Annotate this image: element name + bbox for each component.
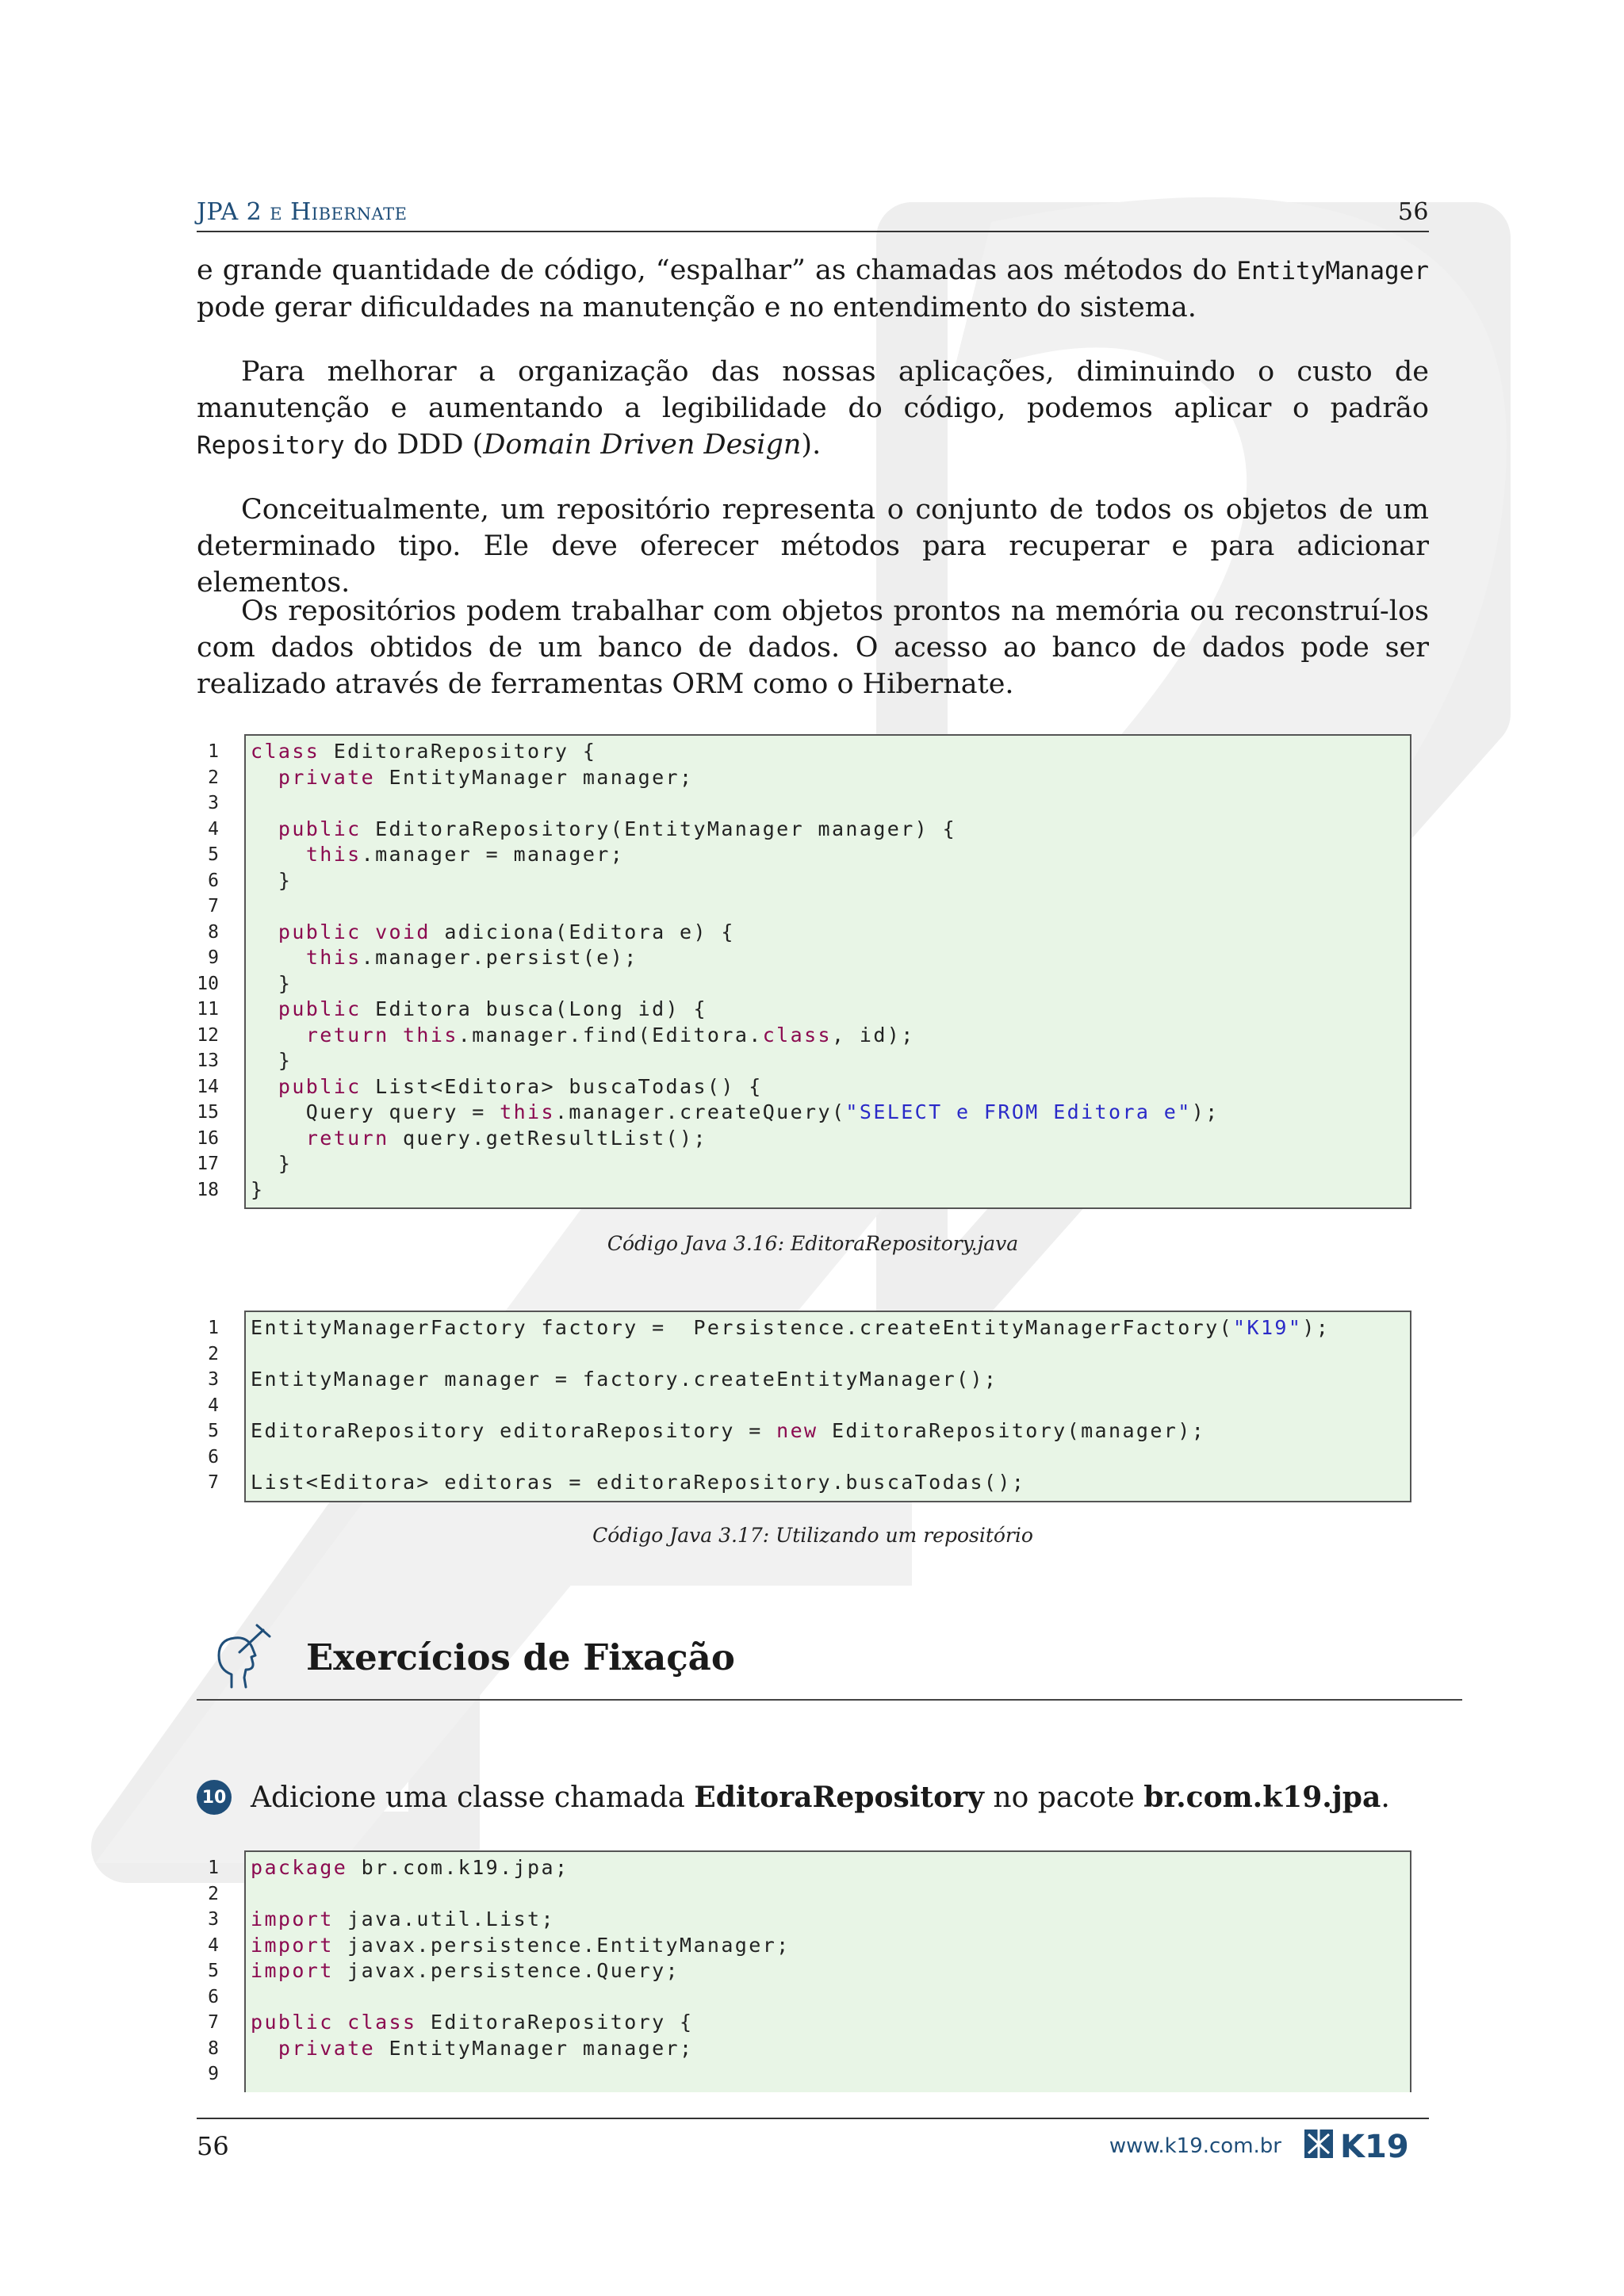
line-number: 11 — [197, 999, 219, 1020]
code-line — [244, 868, 292, 894]
code-text: } — [251, 1049, 293, 1072]
paragraph-2 — [197, 354, 1429, 464]
exercise-text — [251, 1781, 1390, 1814]
line-number: 10 — [197, 973, 219, 994]
paragraph-1 — [197, 252, 1429, 326]
code-text: Query query = — [251, 1100, 500, 1123]
line-number: 12 — [197, 1024, 219, 1046]
code-text: EntityManager manager = factory.createEntityManager(); — [251, 1368, 998, 1391]
code-text: EditoraRepository editoraRepository = — [251, 1419, 777, 1442]
line-number: 9 — [208, 947, 219, 969]
code-row — [190, 2036, 1411, 2062]
code-keyword: new — [776, 1419, 818, 1442]
code-text: EntityManagerFactory factory = Persistence.createEntityManagerFactory( — [251, 1316, 1234, 1339]
code-text: .manager.persist(e); — [361, 946, 638, 969]
code-keyword: this — [500, 1100, 555, 1123]
code-keyword: public — [278, 920, 362, 943]
code-text: , id); — [832, 1023, 915, 1047]
code-string: "K19" — [1233, 1316, 1303, 1339]
code-line — [244, 842, 624, 868]
code-row — [190, 1984, 1411, 2011]
code-keyword: return — [305, 1023, 389, 1047]
code-text: EntityManager manager; — [375, 765, 694, 789]
line-number: 6 — [208, 870, 219, 891]
header-title: JPA 2 e Hibernate — [197, 198, 408, 226]
p2-code-repository: Repository — [197, 431, 345, 460]
line-number: 4 — [208, 1934, 219, 1956]
code-text — [251, 946, 306, 969]
code-string: "SELECT e FROM Editora e" — [845, 1100, 1192, 1123]
code-keyword: class — [251, 740, 320, 763]
code-row — [190, 1958, 1411, 1984]
line-number: 14 — [197, 1076, 219, 1097]
code-keyword: private — [278, 2036, 376, 2060]
code-line — [244, 1958, 680, 1984]
footer-page-number: 56 — [197, 2131, 229, 2161]
line-number: 1 — [208, 1318, 219, 1339]
code-listing-using-repository — [190, 1311, 1411, 1496]
code-line — [244, 1393, 251, 1419]
exercise-text-mid: no pacote — [983, 1781, 1144, 1814]
code-text: List<Editora> editoras = editoraRepository.buscaTodas(); — [251, 1471, 1026, 1494]
code-line — [244, 1023, 915, 1049]
code-keyword: class — [347, 2011, 417, 2034]
paragraph-3: Conceitualmente, um repositório representa o conjunto de todos os objetos de um determinado tipo. Ele deve oferecer métodos para recuperar e para adicionar elementos. — [197, 494, 1429, 599]
code-line — [244, 1341, 251, 1368]
code-line — [244, 790, 251, 817]
code-keyword: this — [305, 946, 362, 969]
code-text: } — [251, 971, 293, 995]
code-text: ); — [1302, 1316, 1331, 1339]
code-text: ); — [1191, 1100, 1220, 1123]
code-row — [190, 1074, 1411, 1100]
code-line — [244, 817, 956, 843]
code-text — [334, 2011, 347, 2034]
code-keyword: class — [762, 1023, 832, 1047]
code-text: .manager.find(Editora. — [458, 1023, 763, 1047]
code-text: } — [251, 868, 293, 892]
code-row — [190, 868, 1411, 894]
code-text — [251, 2037, 278, 2060]
code-text: Editora busca(Long id) { — [361, 997, 707, 1020]
code-text — [389, 1024, 403, 1047]
code-line — [244, 2061, 251, 2087]
code-keyword: public — [251, 2011, 334, 2034]
code-lines — [190, 1850, 1411, 2087]
footer-url[interactable]: www.k19.com.br — [1109, 2134, 1281, 2158]
code-lines — [190, 1311, 1411, 1496]
code-row — [190, 997, 1411, 1023]
line-number: 3 — [208, 1909, 219, 1931]
p2-text-mid: do DDD ( — [344, 429, 484, 461]
code-text — [251, 920, 278, 943]
exercise-package-name: br.com.k19.jpa — [1143, 1781, 1381, 1814]
code-keyword: package — [251, 1856, 348, 1879]
code-row — [190, 2061, 1411, 2087]
line-number: 2 — [208, 1883, 219, 1904]
code-line — [244, 2010, 693, 2036]
k19-logo-text: K19 — [1340, 2129, 1409, 2163]
section-title: Exercícios de Fixação — [306, 1636, 735, 1678]
code-line — [244, 1151, 292, 1177]
code-line — [244, 1855, 569, 1881]
code-row — [190, 842, 1411, 868]
code-text: EditoraRepository { — [416, 2011, 694, 2034]
code-line — [244, 1100, 1220, 1126]
exercise-10 — [197, 1780, 1390, 1815]
line-number: 16 — [197, 1127, 219, 1149]
code-text: } — [251, 1177, 265, 1201]
code-line — [244, 1048, 292, 1074]
line-number: 13 — [197, 1050, 219, 1072]
code-line — [244, 1445, 251, 1471]
exercise-text-after: . — [1381, 1781, 1390, 1814]
code-row — [190, 1023, 1411, 1049]
line-number: 3 — [208, 793, 219, 814]
code-line — [244, 2036, 693, 2062]
code-row — [190, 1177, 1411, 1203]
section-rule — [197, 1699, 1462, 1701]
p2-text-before: Para melhorar a organização das nossas aplicações, diminuindo o custo de manutenção e aumentando a legibilidade do código, podemos aplicar o padrão — [197, 356, 1429, 424]
code-line — [244, 894, 251, 920]
code-row — [190, 1048, 1411, 1074]
code-line — [244, 971, 292, 997]
code-text — [251, 817, 278, 840]
code-keyword: import — [251, 1933, 334, 1957]
code-line — [244, 1177, 264, 1203]
code-row — [190, 1907, 1411, 1933]
code-text: .manager.createQuery( — [554, 1100, 846, 1123]
code-text: query.getResultList(); — [389, 1126, 707, 1150]
code-keyword: this — [402, 1023, 458, 1047]
line-number: 15 — [197, 1102, 219, 1123]
code-row — [190, 1151, 1411, 1177]
line-number: 17 — [197, 1154, 219, 1175]
code-text — [251, 1024, 306, 1047]
code-text — [251, 997, 278, 1020]
code-text: javax.persistence.EntityManager; — [333, 1933, 791, 1957]
code-row — [190, 971, 1411, 997]
paragraph-4: Os repositórios podem trabalhar com objetos prontos na memória ou reconstruí-los com dados obtidos de um banco de dados. O acesso ao banco de dados pode ser realizado através de ferramentas ORM como o Hibernate. — [197, 595, 1429, 700]
code-text: EditoraRepository(EntityManager manager) { — [361, 817, 957, 840]
code-row — [190, 894, 1411, 920]
code-keyword: return — [305, 1126, 389, 1150]
code-line — [244, 1933, 791, 1959]
code-row — [190, 1100, 1411, 1126]
code-row — [190, 739, 1411, 765]
head-with-hammer-icon — [208, 1621, 279, 1692]
line-number: 7 — [208, 896, 219, 917]
p1-text-before: e grande quantidade de código, “espalhar” as chamadas aos métodos do — [197, 254, 1237, 286]
running-header — [197, 198, 1429, 232]
code-line — [244, 945, 638, 971]
code-keyword: import — [251, 1908, 334, 1931]
line-number: 5 — [208, 1961, 219, 1982]
code-row — [190, 1367, 1411, 1393]
code-line — [244, 765, 693, 791]
code-text — [362, 920, 375, 943]
code-text: EditoraRepository { — [320, 740, 597, 763]
code-row — [190, 790, 1411, 817]
line-number: 6 — [208, 1446, 219, 1468]
code-row — [190, 1418, 1411, 1445]
code-keyword: void — [375, 920, 431, 943]
code-row — [190, 1881, 1411, 1908]
line-number: 1 — [208, 1858, 219, 1879]
p1-code-entitymanager: EntityManager — [1236, 257, 1429, 285]
code-text: adiciona(Editora e) { — [430, 920, 735, 943]
code-line — [244, 1367, 998, 1393]
code-line — [244, 1907, 555, 1933]
line-number: 8 — [208, 921, 219, 943]
exercise-class-name: EditoraRepository — [694, 1781, 984, 1814]
p1-text-after: pode gerar dificuldades na manutenção e no entendimento do sistema. — [197, 292, 1197, 323]
code-row — [190, 1341, 1411, 1368]
code-line — [244, 920, 735, 946]
code-row — [190, 945, 1411, 971]
code-row — [190, 817, 1411, 843]
code-text: br.com.k19.jpa; — [347, 1856, 569, 1879]
code-line — [244, 1881, 251, 1908]
line-number: 4 — [208, 1395, 219, 1416]
code-lines — [190, 734, 1411, 1203]
code-text: EntityManager manager; — [375, 2036, 694, 2060]
code-text — [251, 766, 278, 789]
code-line — [244, 1470, 1025, 1496]
code-listing-editora-repository-package — [190, 1850, 1411, 2087]
code-text — [251, 1075, 278, 1098]
line-number: 7 — [208, 1472, 219, 1494]
line-number: 5 — [208, 1421, 219, 1442]
line-number: 5 — [208, 844, 219, 866]
line-number: 3 — [208, 1369, 219, 1391]
p2-italic-ddd: Domain Driven Design — [483, 429, 802, 461]
code-listing-editora-repository — [190, 734, 1411, 1203]
exercise-text-before: Adicione uma classe chamada — [251, 1781, 695, 1814]
k19-logo — [1304, 2126, 1429, 2163]
code-keyword: public — [278, 997, 362, 1020]
code-line — [244, 1984, 251, 2011]
code-line — [244, 739, 596, 765]
line-number: 2 — [208, 767, 219, 788]
code-text: EditoraRepository(manager); — [818, 1419, 1206, 1442]
line-number: 18 — [197, 1179, 219, 1200]
code-row — [190, 1855, 1411, 1881]
code-row — [190, 920, 1411, 946]
line-number: 6 — [208, 1986, 219, 2007]
code-row — [190, 1445, 1411, 1471]
code-keyword: private — [278, 765, 376, 789]
code-line — [244, 997, 707, 1023]
line-number: 4 — [208, 818, 219, 840]
code-text — [251, 1127, 306, 1150]
code-keyword: this — [305, 843, 362, 866]
line-number: 2 — [208, 1343, 219, 1364]
code-row — [190, 765, 1411, 791]
footer-rule — [197, 2118, 1429, 2119]
exercise-number-badge: 10 — [197, 1780, 232, 1815]
code-keyword: public — [278, 817, 362, 840]
code-row — [190, 1315, 1411, 1341]
line-number: 9 — [208, 2064, 219, 2085]
code-row — [190, 1933, 1411, 1959]
header-page-number: 56 — [1397, 198, 1429, 226]
code-row — [190, 1393, 1411, 1419]
code-line — [244, 1315, 1330, 1341]
code-row — [190, 1470, 1411, 1496]
code-text: javax.persistence.Query; — [333, 1959, 680, 1982]
code-row — [190, 2010, 1411, 2036]
code-keyword: public — [278, 1074, 362, 1098]
code-line — [244, 1418, 1205, 1445]
line-number: 1 — [208, 741, 219, 763]
line-number: 7 — [208, 2012, 219, 2034]
code-line — [244, 1126, 707, 1152]
code-text: .manager = manager; — [361, 843, 625, 866]
caption-listing-3-16: Código Java 3.16: EditoraRepository.java — [607, 1232, 1019, 1255]
caption-listing-3-17: Código Java 3.17: Utilizando um repositório — [592, 1524, 1033, 1547]
code-text: List<Editora> buscaTodas() { — [361, 1074, 763, 1098]
p2-text-after: ). — [801, 429, 822, 461]
code-text: java.util.List; — [333, 1908, 555, 1931]
code-text: } — [251, 1152, 293, 1175]
code-text — [251, 843, 306, 866]
code-line — [244, 1074, 763, 1100]
line-number: 8 — [208, 2038, 219, 2059]
code-keyword: import — [251, 1959, 334, 1982]
code-row — [190, 1126, 1411, 1152]
